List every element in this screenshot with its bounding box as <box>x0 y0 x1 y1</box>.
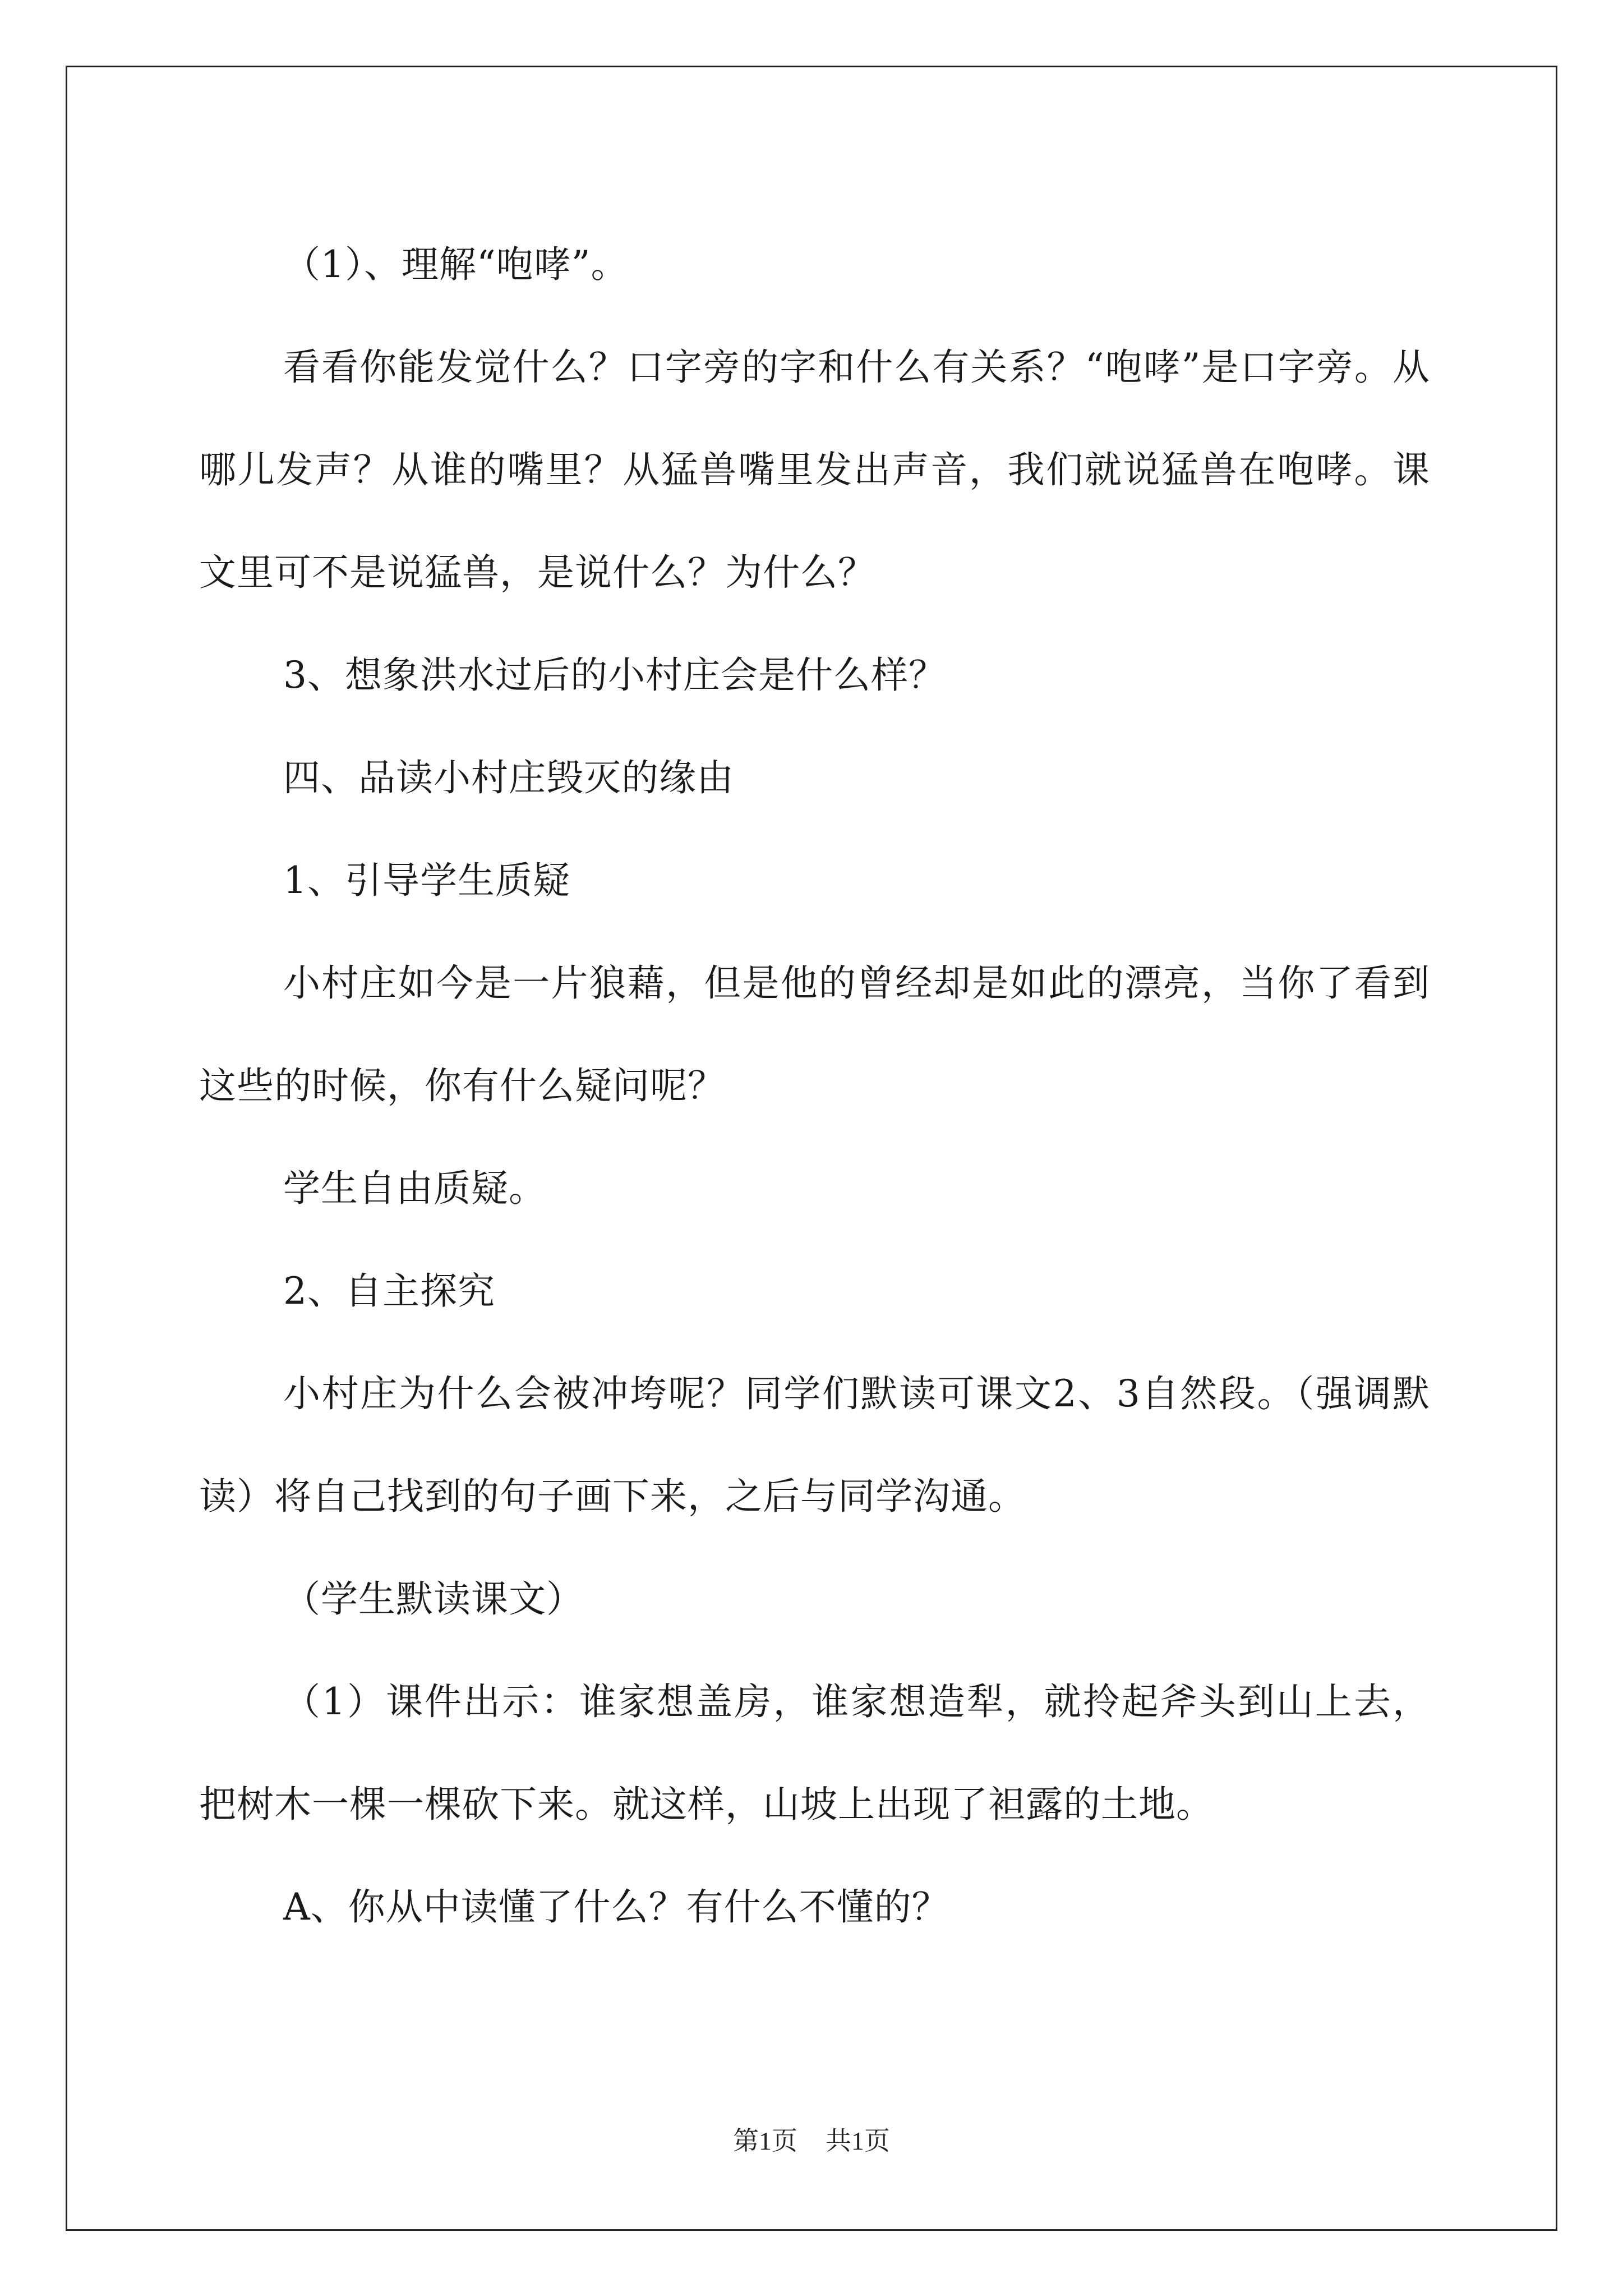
page-total: 共1页 <box>826 2127 890 2155</box>
page-footer <box>0 2120 1623 2157</box>
paragraph: （1）课件出示：谁家想盖房，谁家想造犁，就拎起斧头到山上去，把树木一棵一棵砍下来。就这样，山坡上出现了袒露的土地。 <box>199 1680 1430 1826</box>
paragraph: 小村庄如今是一片狼藉，但是他的曾经却是如此的漂亮，当你了看到这些的时候，你有什么疑问呢？ <box>199 961 1430 1107</box>
paragraph: 看看你能发觉什么？口字旁的字和什么有关系？“咆哮”是口字旁。从哪儿发声？从谁的嘴里？从猛兽嘴里发出声音，我们就说猛兽在咆哮。课文里可不是说猛兽，是说什么？为什么？ <box>199 346 1430 594</box>
paragraph: 四、品读小村庄毁灭的缘由 <box>283 756 734 799</box>
paragraph: 小村庄为什么会被冲垮呢？同学们默读可课文2、3自然段。（强调默读）将自己找到的句子画下来，之后与同学沟通。 <box>199 1372 1430 1518</box>
paragraph: （学生默读课文） <box>283 1577 584 1621</box>
document-body <box>199 213 1430 1958</box>
paragraph: A、你从中读懂了什么？有什么不懂的？ <box>283 1885 949 1929</box>
page-number: 第1页 <box>733 2127 797 2155</box>
paragraph: 3、想象洪水过后的小村庄会是什么样？ <box>283 654 946 697</box>
paragraph: 学生自由质疑。 <box>283 1167 546 1210</box>
paragraph: （1）、理解“咆哮”。 <box>283 243 629 286</box>
paragraph: 1、引导学生质疑 <box>283 859 570 902</box>
paragraph: 2、自主探究 <box>283 1269 495 1313</box>
